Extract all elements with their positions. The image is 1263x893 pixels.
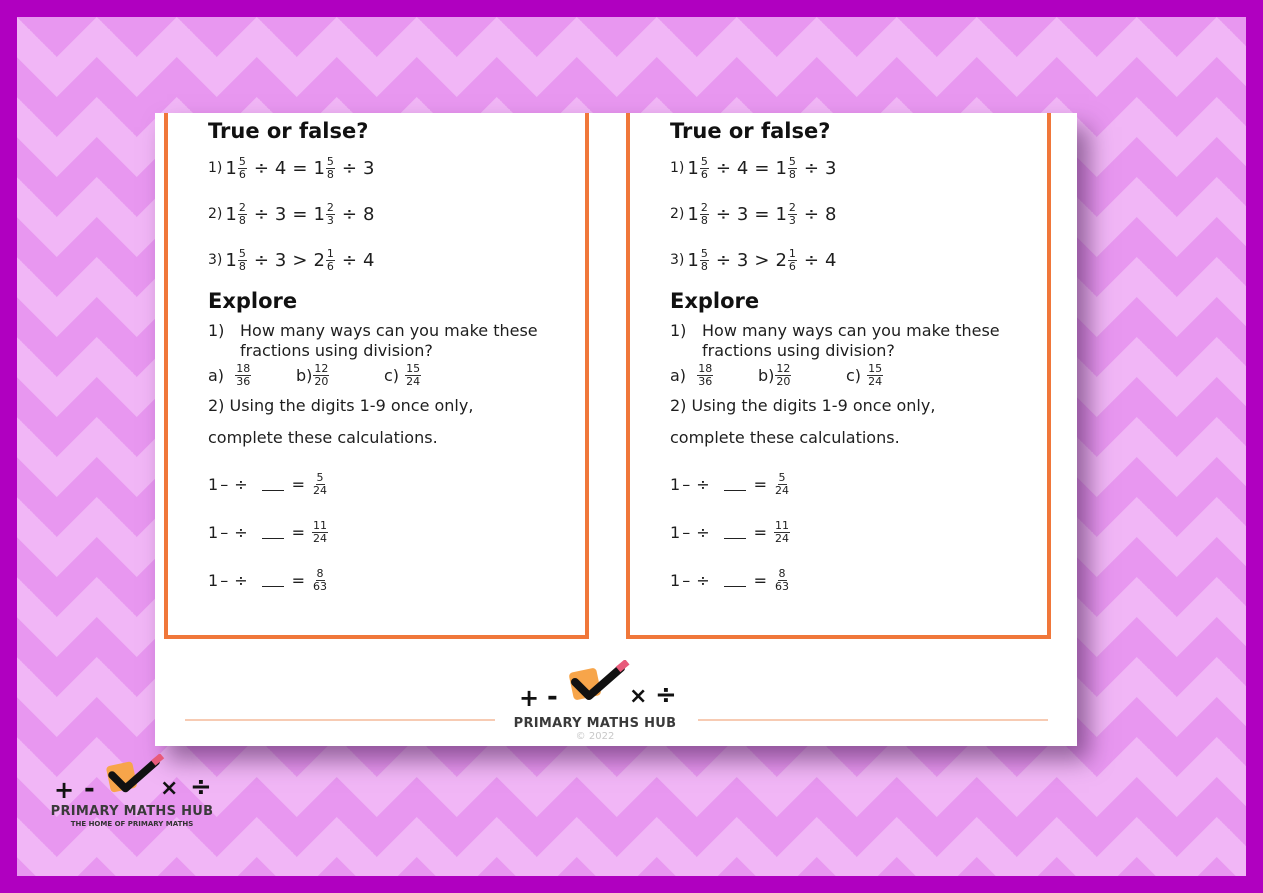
fraction: $\frac{5}{8}$ [326, 154, 334, 181]
explore-question-1: 1) How many ways can you make these fractions using division? [670, 321, 1000, 360]
true-false-item-1: 1) 1 $\frac{5}{6}$ ÷ 4 = 1 $\frac{5}{8}$ ÷ 3 [670, 154, 837, 181]
true-false-item-1: 1) 1 $\frac{5}{6}$ ÷ 4 = 1 $\frac{5}{8}$ ÷ 3 [208, 154, 375, 181]
worksheet-preview [155, 113, 1077, 746]
fraction: $\frac{2}{8}$ [700, 200, 708, 227]
true-false-heading: True or false? [208, 119, 369, 143]
fraction: $\frac{1}{6}$ [326, 246, 334, 273]
brand-name: PRIMARY MATHS HUB [513, 716, 677, 731]
calculation-3: 1 – ÷ = $\frac{8}{63}$ [208, 566, 327, 593]
task-card-right [626, 113, 1051, 639]
divide-icon: ÷ [190, 772, 212, 802]
true-false-item-2: 2) 1 $\frac{2}{8}$ ÷ 3 = 1 $\frac{2}{3}$ ÷ 8 [208, 200, 375, 227]
brand-tagline: THE HOME OF PRIMARY MATHS [70, 820, 194, 828]
explore-question-1: 1) How many ways can you make these fractions using division? [208, 321, 538, 360]
fraction: $\frac{5}{8}$ [238, 246, 246, 273]
fraction: $\frac{1}{6}$ [788, 246, 796, 273]
divider [185, 719, 495, 721]
fraction: $\frac{5}{8}$ [700, 246, 708, 273]
brand-name: PRIMARY MATHS HUB [50, 804, 214, 819]
answer-blank [262, 526, 284, 539]
answer-blank [262, 574, 284, 587]
true-false-item-2: 2) 1 $\frac{2}{8}$ ÷ 3 = 1 $\frac{2}{3}$ ÷ 8 [670, 200, 837, 227]
sheet-brand-logo [495, 658, 695, 742]
explore-question-2: 2) Using the digits 1-9 once only, complete these calculations. [208, 396, 474, 447]
corner-brand-logo [44, 752, 220, 828]
fraction: $\frac{5}{6}$ [238, 154, 246, 181]
fraction-options: a) $\frac{18}{36}$ b) $\frac{12}{20}$ c) $\frac{15}{24}$ [208, 362, 421, 388]
calculation-2: 1 – ÷ = $\frac{11}{24}$ [208, 518, 327, 545]
minus-icon: - [547, 682, 558, 712]
answer-blank [724, 478, 746, 491]
calculation-2: 1 – ÷ = $\frac{11}{24}$ [670, 518, 789, 545]
calculation-1: 1 – ÷ = $\frac{5}{24}$ [208, 470, 327, 497]
times-icon: × [160, 776, 179, 801]
explore-question-2: 2) Using the digits 1-9 once only, complete these calculations. [670, 396, 936, 447]
check-pencil-icon [567, 660, 631, 706]
fraction: $\frac{2}{3}$ [788, 200, 796, 227]
answer-blank [724, 574, 746, 587]
fraction: $\frac{2}{8}$ [238, 200, 246, 227]
true-false-item-3: 3) 1 $\frac{5}{8}$ ÷ 3 > 2 $\frac{1}{6}$ ÷ 4 [208, 246, 375, 273]
explore-heading: Explore [208, 289, 298, 313]
sheet-footer [155, 658, 1077, 746]
answer-blank [724, 526, 746, 539]
true-false-item-3: 3) 1 $\frac{5}{8}$ ÷ 3 > 2 $\frac{1}{6}$ ÷ 4 [670, 246, 837, 273]
true-false-heading: True or false? [670, 119, 831, 143]
minus-icon: - [84, 774, 95, 804]
fraction: $\frac{5}{6}$ [700, 154, 708, 181]
plus-icon: + [54, 776, 75, 804]
fraction-options: a) $\frac{18}{36}$ b) $\frac{12}{20}$ c) $\frac{15}{24}$ [670, 362, 883, 388]
times-icon: × [629, 684, 648, 709]
plus-icon: + [519, 684, 540, 712]
fraction: $\frac{2}{3}$ [326, 200, 334, 227]
check-pencil-icon [104, 754, 166, 798]
copyright: © 2022 [575, 731, 615, 742]
divider [698, 719, 1048, 721]
fraction: $\frac{5}{8}$ [788, 154, 796, 181]
explore-heading: Explore [670, 289, 760, 313]
calculation-1: 1 – ÷ = $\frac{5}{24}$ [670, 470, 789, 497]
divide-icon: ÷ [655, 680, 677, 710]
calculation-3: 1 – ÷ = $\frac{8}{63}$ [670, 566, 789, 593]
answer-blank [262, 478, 284, 491]
task-card-left [164, 113, 589, 639]
